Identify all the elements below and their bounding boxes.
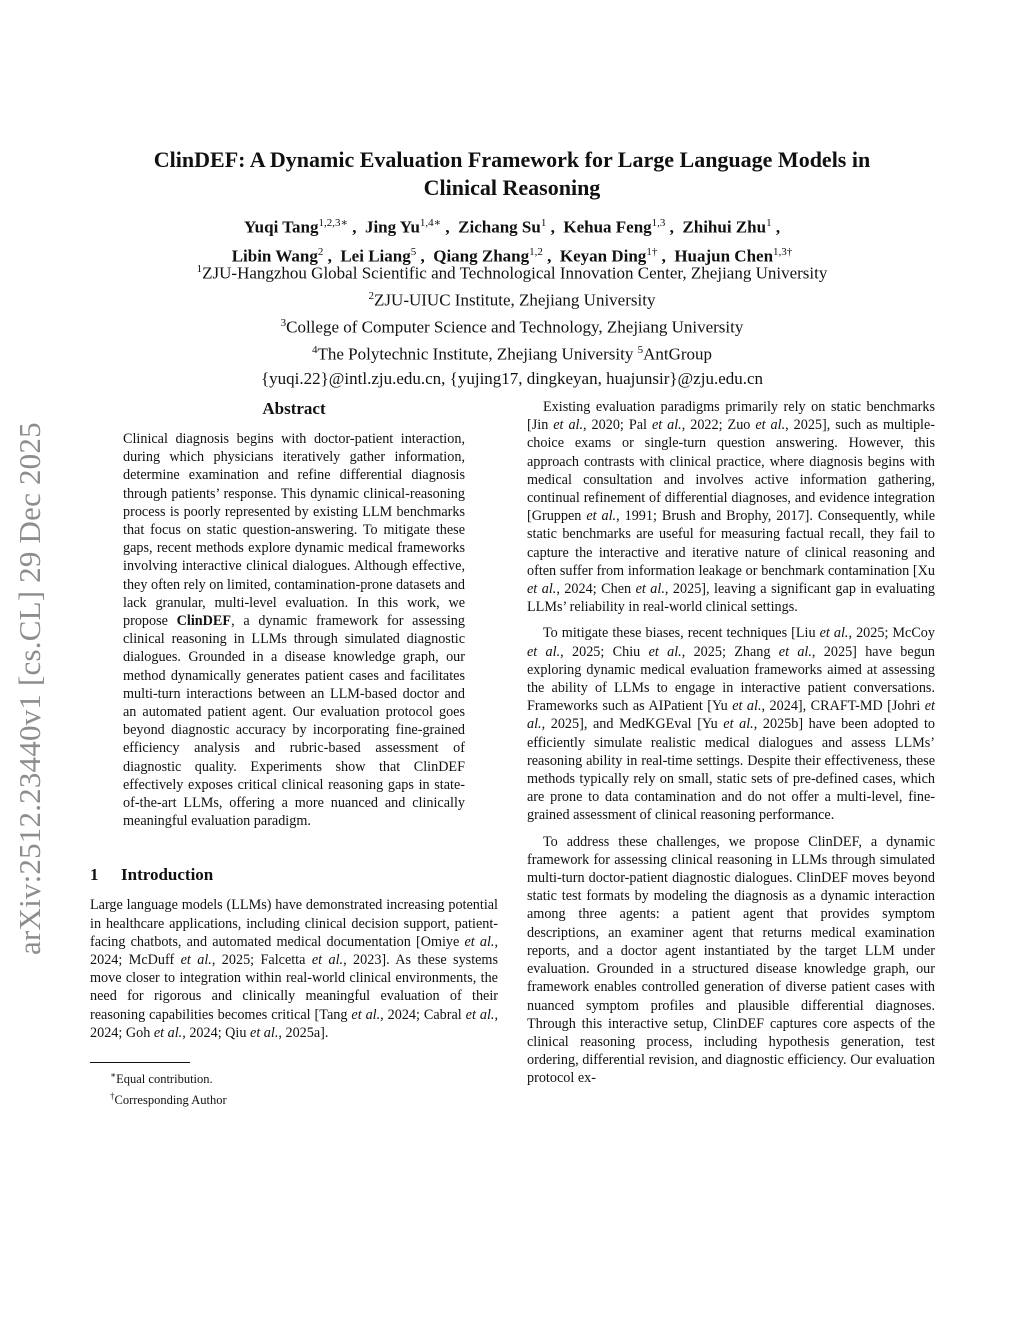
affiliation-text: ZJU-UIUC Institute, Zhejiang University bbox=[374, 290, 656, 310]
footnote-marker: ∗ bbox=[110, 1070, 117, 1081]
section-heading-introduction bbox=[90, 864, 498, 886]
citation-et-al: et al. bbox=[635, 581, 665, 598]
author-line-2: Libin Wang$^2$ , Lei Liang$^5$ , Qiang Zhang$^{1,2}$ , Keyan Ding$^{1\dagger}$ , Huajun Chen$^{1,3\dagger}$ bbox=[231, 245, 793, 266]
author-name: Libin Wang bbox=[231, 246, 318, 266]
introduction-paragraph-4: To address these challenges, we propose ClinDEF, a dynamic framework for assessing clinical reasoning in LLMs through simulated multi-turn doctor-patient diagnostic dialogues. ClinDEF moves beyond static test formats by modeling the diagnosis as a dynamic interaction among three agents: a patient agent that provides symptom descriptions, an examiner agent that returns medical examination reports, and a doctor agent instantiated by the target LLM under evaluation. Grounded in a structured disease knowledge graph, our framework enables controlled generation of diverse patient cases with nuanced symptom profiles and plausible differential diagnoses. Through this interactive setup, ClinDEF captures core aspects of the clinical reasoning process, including hypothesis generation, test ordering, differential revision, and diagnostic efficiency. Our evaluation protocol ex- bbox=[527, 833, 935, 1087]
affiliation-4-5 bbox=[90, 339, 934, 366]
author-name: Zichang Su bbox=[458, 217, 541, 237]
author-affiliation-marker: 1,3† bbox=[773, 245, 793, 258]
section-number: 1 bbox=[90, 865, 99, 885]
paper-title bbox=[90, 146, 934, 202]
author-affiliation-marker: 1,2,3∗ bbox=[318, 217, 348, 229]
abstract-framework-name: ClinDEF bbox=[176, 613, 232, 630]
author-affiliation-marker: 1,2 bbox=[529, 245, 543, 258]
citation-et-al: et al. bbox=[527, 581, 557, 598]
author-name: Zhihui Zhu bbox=[682, 217, 767, 237]
author-name: Keyan Ding bbox=[559, 246, 647, 266]
affiliation-marker: 2 bbox=[368, 290, 375, 303]
title-line-2: Clinical Reasoning bbox=[423, 175, 601, 200]
citation-et-al: et al. bbox=[527, 643, 561, 660]
introduction-paragraph-1: Large language models (LLMs) have demonstrated increasing potential in healthcare applications, including clinical decision support, patient-facing chatbots, and automated medical documentation [Omiye et al., 2024; McDuff et al., 2025; Falcetta et al., 2023]. As these systems move closer to integration within real-world clinical environments, the need for rigorous and clinically meaningful evaluation of their reasoning capabilities becomes critical [Tang et al., 2024; Cabral et al., 2024; Goh et al., 2024; Qiu et al., 2025a]. bbox=[90, 897, 498, 1041]
citation-et-al: et al. bbox=[778, 643, 812, 660]
citation-et-al: et al. bbox=[527, 698, 935, 733]
affiliation-text: College of Computer Science and Technology, Zhejiang University bbox=[286, 317, 744, 337]
citation-et-al: et al. bbox=[250, 1024, 279, 1041]
abstract-text-part: , a dynamic framework for assessing clinical reasoning in LLMs through simulated diagnostic dialogues. Grounded in a disease knowledge graph, our method dynamically generates patient cases and facilitates multi-turn interactions between an LLM-based doctor and an automated patient agent. Our evaluation protocol goes beyond diagnostic accuracy by incorporating fine-grained efficiency analysis and rubric-based assessment of diagnostic quality. Experiments show that ClinDEF effectively exposes critical clinical reasoning gaps in state-of-the-art LLMs, offering a more nuanced and clinically meaningful evaluation paradigm. bbox=[123, 613, 465, 830]
affiliation-marker: 1 bbox=[196, 263, 203, 275]
citation-et-al: et al. bbox=[153, 1024, 183, 1041]
author-name: Yuqi Tang bbox=[243, 217, 319, 237]
section-title-text: Introduction bbox=[121, 865, 214, 885]
title-line-1: ClinDEF: A Dynamic Evaluation Framework for Large Language Models in bbox=[153, 147, 871, 172]
affiliations bbox=[90, 258, 934, 390]
author-name: Lei Liang bbox=[340, 246, 411, 266]
author-affiliation-marker: 1 bbox=[540, 217, 547, 229]
citation-et-al: et al. bbox=[755, 417, 786, 434]
author-emails: {yuqi.22}@intl.zju.edu.cn, {yujing17, dingkeyan, huajunsir}@zju.edu.cn bbox=[260, 368, 764, 388]
affiliation-2 bbox=[90, 285, 934, 312]
affiliation-1 bbox=[90, 258, 934, 285]
citation-et-al: et al. bbox=[586, 508, 617, 525]
author-line-1: Yuqi Tang$^{1,2,3∗}$ , Jing $Yu^{1,4∗}$ , Zichang Su$^1$ , Kehua Feng$^{1,3}$ , Zhihui Zhu$^1$ , bbox=[243, 217, 781, 237]
affiliation-text: AntGroup bbox=[643, 345, 713, 365]
arxiv-identifier-stamp: arXiv:2512.23440v1 [cs.CL] 29 Dec 2025 bbox=[12, 422, 47, 955]
citation-et-al: et al. bbox=[553, 417, 584, 434]
author-affiliation-marker: 1,3 bbox=[651, 217, 666, 229]
affiliation-marker: 4 bbox=[311, 344, 318, 357]
footnote-divider bbox=[90, 1062, 190, 1063]
author-affiliation-marker: 2 bbox=[317, 245, 324, 258]
affiliation-marker: 5 bbox=[637, 344, 644, 357]
citation-et-al: et al. bbox=[819, 625, 849, 642]
footnote-text: Corresponding Author bbox=[114, 1093, 227, 1108]
author-affiliation-marker: 1 bbox=[766, 217, 772, 229]
citation-et-al: et al. bbox=[351, 1006, 381, 1023]
citation-et-al: et al. bbox=[732, 698, 762, 715]
abstract-text bbox=[123, 430, 465, 830]
footnote-corresponding-author bbox=[110, 1088, 498, 1109]
left-column bbox=[90, 398, 498, 1109]
citation-et-al: et al. bbox=[311, 952, 344, 969]
footnote-equal-contribution bbox=[110, 1067, 498, 1088]
author-name: Huajun Chen bbox=[674, 246, 774, 266]
abstract-heading: Abstract bbox=[262, 399, 326, 418]
footnotes bbox=[90, 1067, 498, 1109]
author-affiliation-marker: 1† bbox=[646, 245, 658, 258]
author-name: Qiang Zhang bbox=[433, 246, 530, 266]
author-affiliation-marker: 5 bbox=[410, 245, 417, 258]
citation-et-al: et al. bbox=[465, 1006, 495, 1023]
abstract-text-part: Clinical diagnosis begins with doctor-patient interaction, during which physicians iteratively gather information, determine examination and refine differential diagnosis through patients’ response. This dynamic clinical-reasoning process is poorly represented by existing LLM benchmarks that focus on static question-answering. To mitigate these gaps, recent methods explore dynamic medical frameworks involving interactive clinical dialogues. Although effective, they often rely on limited, contamination-prone datasets and lack granular, multi-level evaluation. In this work, we propose bbox=[123, 431, 465, 630]
footnote-marker: † bbox=[110, 1091, 115, 1102]
right-column bbox=[527, 398, 935, 1096]
author-name: Kehua Feng bbox=[563, 217, 652, 237]
citation-et-al: et al. bbox=[464, 933, 495, 950]
affiliation-3 bbox=[90, 312, 934, 339]
citation-et-al: et al. bbox=[180, 952, 212, 969]
citation-et-al: et al. bbox=[648, 643, 682, 660]
citation-et-al: et al. bbox=[651, 417, 682, 434]
affiliation-text: The Polytechnic Institute, Zhejiang University bbox=[317, 345, 634, 365]
author-affiliation-marker: 1,4∗ bbox=[419, 217, 442, 229]
footnote-text: Equal contribution. bbox=[116, 1072, 213, 1087]
author-name: Jing Yu bbox=[364, 217, 420, 237]
citation-et-al: et al. bbox=[723, 716, 754, 733]
introduction-paragraph-3: To mitigate these biases, recent techniques [Liu et al., 2025; McCoy et al., 2025; Chiu et al., 2025; Zhang et al., 2025] have begun exploring dynamic medical evaluation frameworks aimed at assessing the ability of LLMs to engage in interactive patient conversations. Frameworks such as AIPatient [Yu et al., 2024], CRAFT-MD [Johri et al., 2025], and MedKGEval [Yu et al., 2025b] have been adopted to efficiently simulate realistic medical dialogues and assess LLMs’ reasoning ability in real-time settings. Despite their effectiveness, these methods typically rely on small, static sets of pre-defined cases, which are prone to data contamination and do not offer a multi-level, fine-grained assessment of clinical reasoning performance. bbox=[527, 625, 936, 824]
affiliation-marker: 3 bbox=[280, 317, 287, 330]
introduction-paragraph-2: Existing evaluation paradigms primarily rely on static benchmarks [Jin et al., 2020; Pal et al., 2022; Zuo et al., 2025], such as multiple-choice exams or single-turn question answering. However, this approach contrasts with clinical practice, where diagnosis begins with medical consultation and involves active information gathering, continual refinement of differential diagnoses, and evidence integration [Gruppen et al., 1991; Brush and Brophy, 2017]. Consequently, while static benchmarks are useful for measuring factual recall, they fail to capture the interactive and iterative nature of clinical reasoning and often suffer from information leakage or benchmark contamination [Xu et al., 2024; Chen et al., 2025], leaving a significant gap in evaluating LLMs’ reliability in real-world clinical settings. bbox=[527, 399, 936, 616]
affiliation-text: ZJU-Hangzhou Global Scientific and Technological Innovation Center, Zhejiang University bbox=[202, 263, 828, 283]
